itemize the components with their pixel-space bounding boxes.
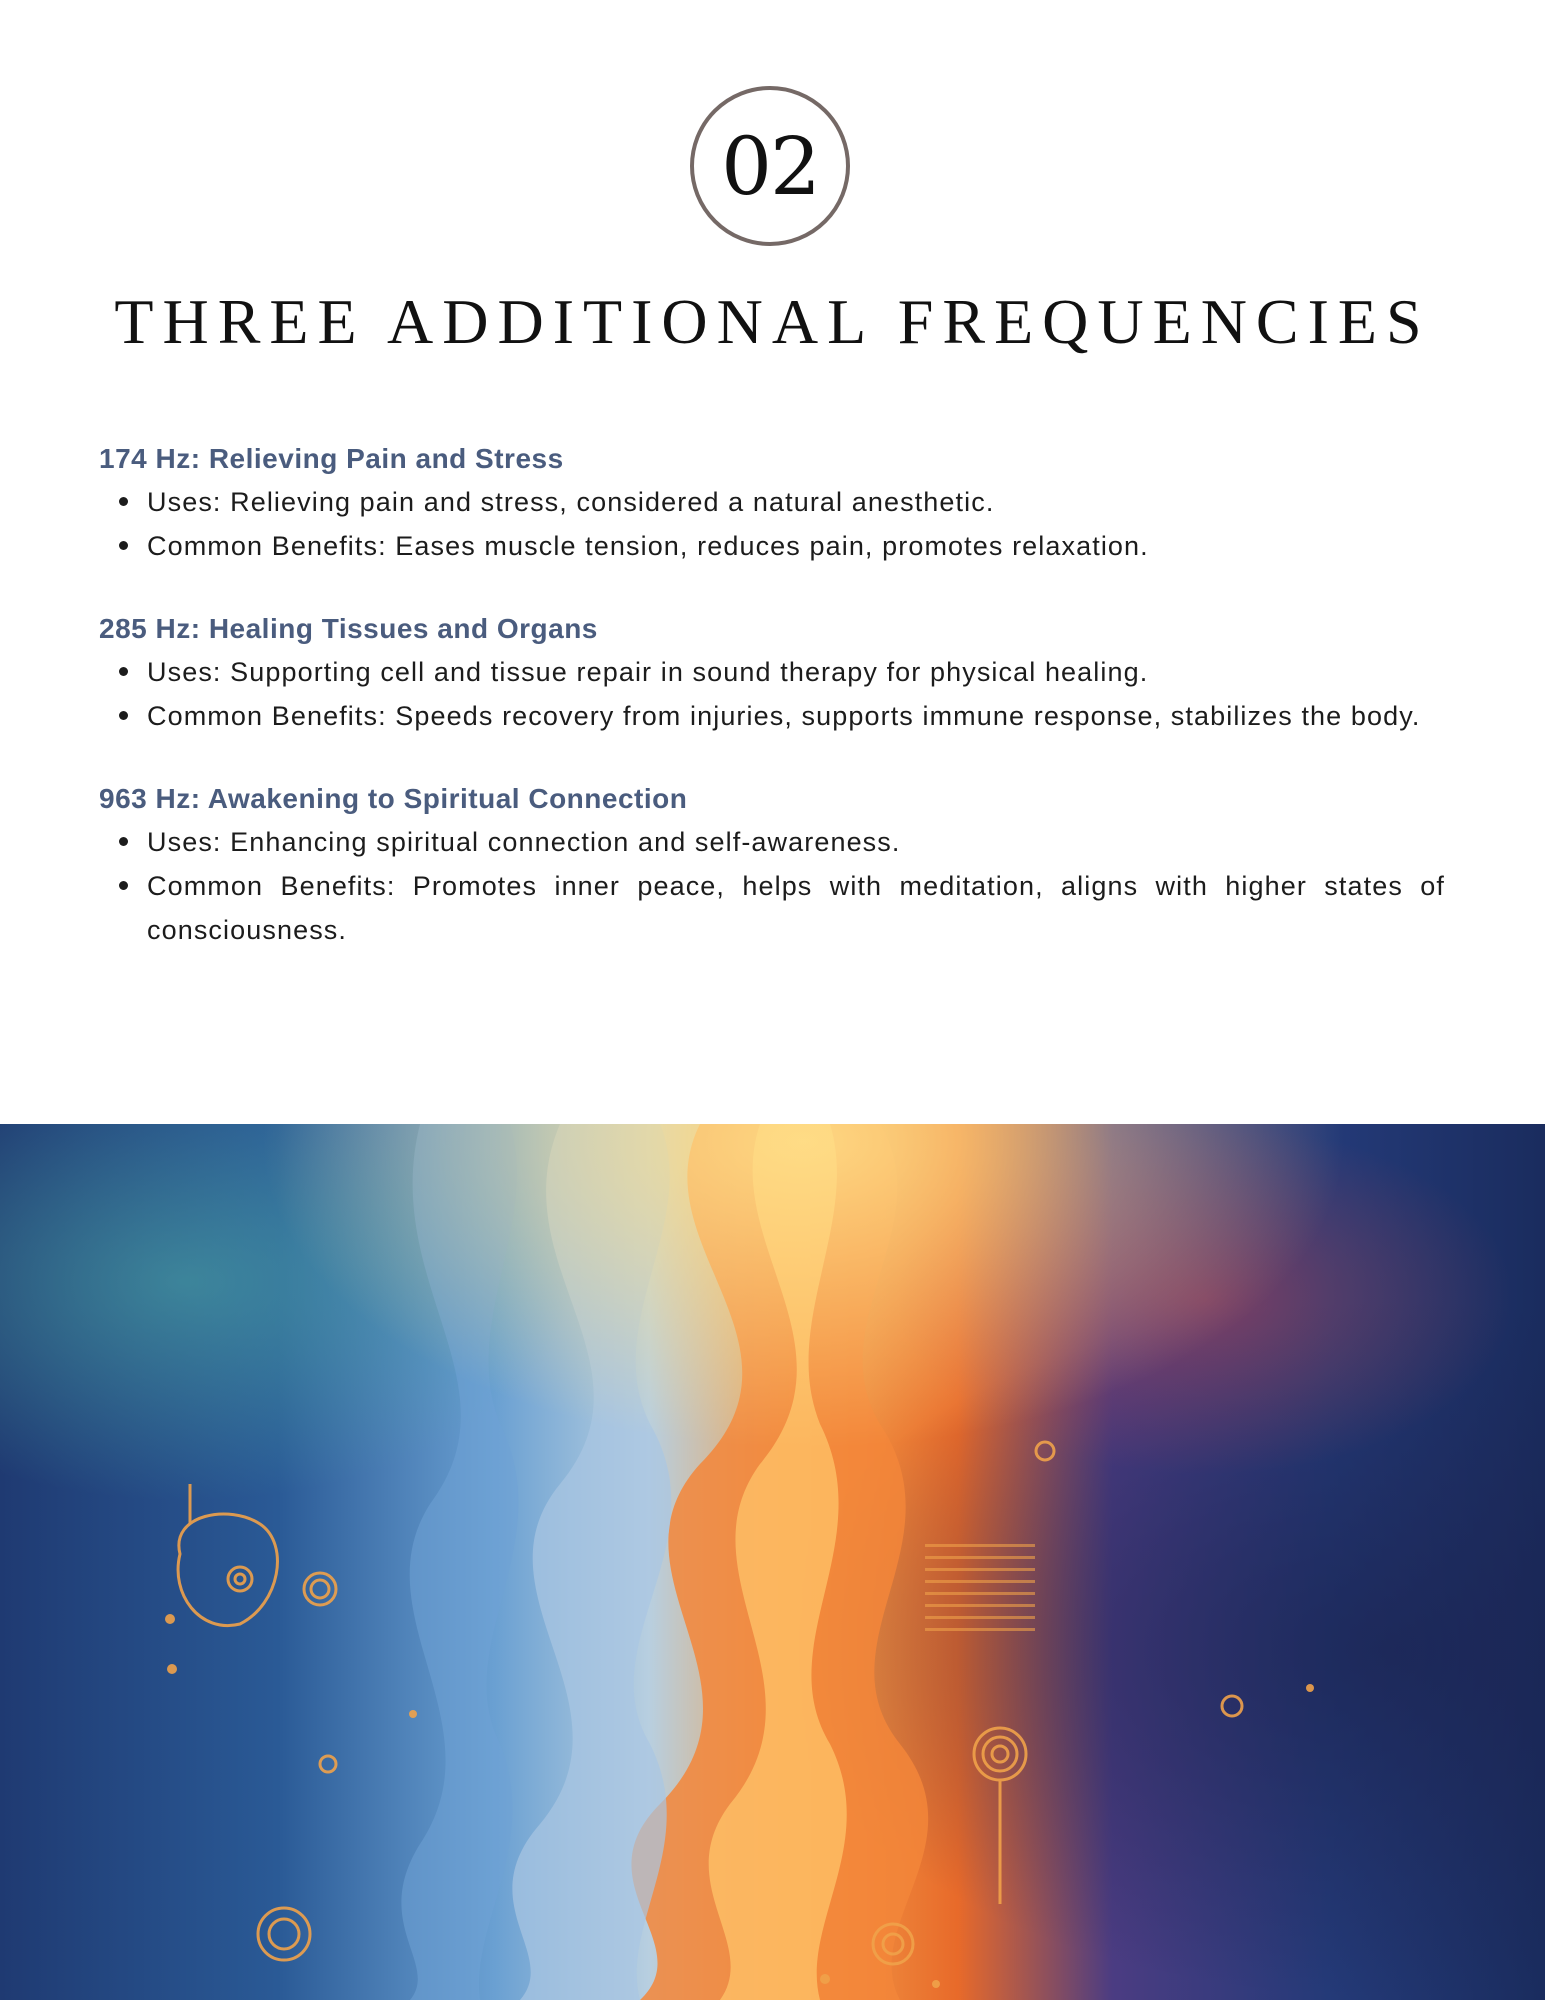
list-item (147, 864, 1445, 952)
frequency-section-963 (99, 778, 1445, 952)
bullet-icon (119, 667, 128, 676)
list-item (147, 694, 1445, 738)
list-item (147, 820, 1445, 864)
bullet-list (99, 480, 1445, 568)
list-item (147, 524, 1445, 568)
list-item-text: Uses: Relieving pain and stress, considered a natural anesthetic. (147, 487, 995, 517)
list-item-text: Uses: Enhancing spiritual connection and self-awareness. (147, 827, 901, 857)
bullet-icon (119, 497, 128, 506)
list-item-text: Common Benefits: Speeds recovery from injuries, supports immune response, stabilizes the body. (147, 701, 1421, 731)
page-title: THREE ADDITIONAL FREQUENCIES (114, 286, 1431, 357)
frequency-list (99, 438, 1445, 992)
bullet-icon (119, 711, 128, 720)
section-heading: 174 Hz: Relieving Pain and Stress (99, 443, 564, 474)
section-number: 02 (721, 119, 819, 213)
list-item-text: Uses: Supporting cell and tissue repair in sound therapy for physical healing. (147, 657, 1149, 687)
list-item (147, 650, 1445, 694)
section-heading: 285 Hz: Healing Tissues and Organs (99, 613, 598, 644)
bullet-icon (119, 881, 128, 890)
bullet-icon (119, 541, 128, 550)
bullet-list (99, 650, 1445, 738)
list-item-text: Common Benefits: Eases muscle tension, reduces pain, promotes relaxation. (147, 531, 1149, 561)
abstract-painting-svg (0, 1124, 1545, 2000)
bullet-list (99, 820, 1445, 952)
list-item-text: Common Benefits: Promotes inner peace, helps with meditation, aligns with higher states of consciousness. (147, 871, 1445, 945)
frequency-section-285 (99, 608, 1445, 738)
section-heading: 963 Hz: Awakening to Spiritual Connection (99, 783, 688, 814)
abstract-painting-image (0, 1124, 1545, 2000)
frequency-section-174 (99, 438, 1445, 568)
section-number-badge (690, 86, 850, 246)
list-item (147, 480, 1445, 524)
bullet-icon (119, 837, 128, 846)
